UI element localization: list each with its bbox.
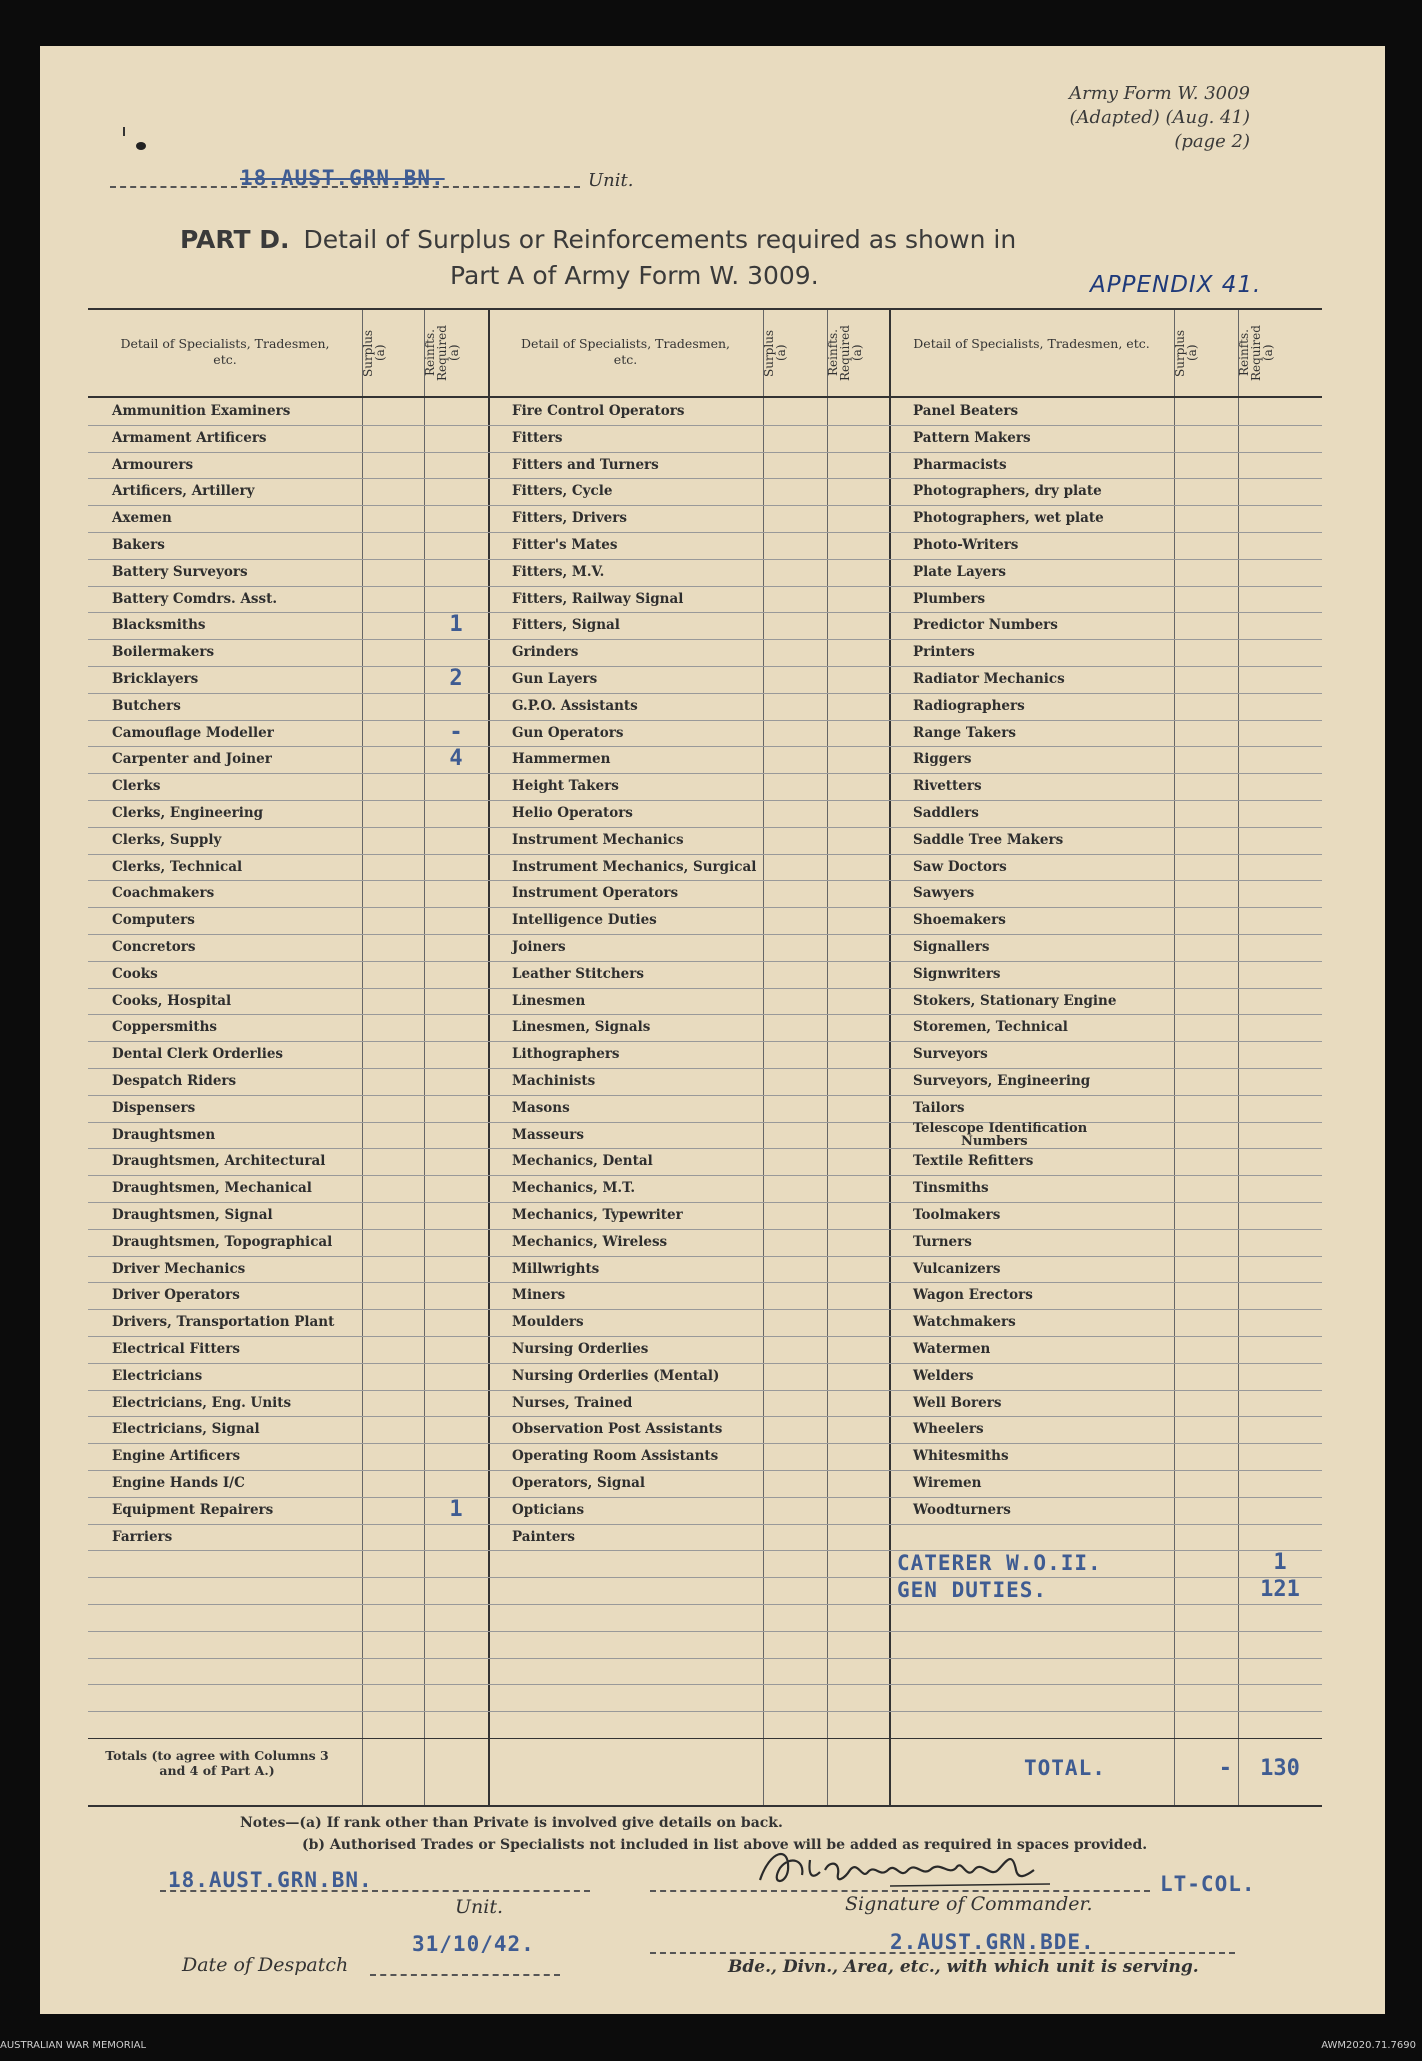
- table-cell-detail: Telescope Identification Numbers: [913, 1120, 1088, 1149]
- row-divider: [88, 1336, 1322, 1337]
- table-cell-detail: Fitters, Signal: [512, 617, 620, 634]
- note-a: Notes—(a) If rank other than Private is involved give details on back.: [240, 1815, 783, 1831]
- row-divider: [88, 1550, 1322, 1551]
- table-cell-detail: Fire Control Operators: [512, 403, 685, 419]
- table-cell-detail: Fitters, Cycle: [512, 483, 613, 500]
- form-number: Army Form W. 3009: [1069, 83, 1250, 104]
- row-divider: [88, 800, 1322, 801]
- column-divider: [1174, 310, 1175, 1805]
- table-cell-detail: Woodturners: [913, 1501, 1011, 1518]
- table-cell-detail: Tinsmiths: [913, 1180, 989, 1197]
- bde-label: Bde., Divn., Area, etc., with which unit is serving.: [728, 1957, 1199, 1977]
- table-cell-detail: Engine Artificers: [112, 1448, 241, 1465]
- table-cell-detail: Nursing Orderlies (Mental): [512, 1367, 720, 1384]
- row-divider: [88, 693, 1322, 694]
- row-divider: [88, 559, 1322, 560]
- row-divider: [88, 1122, 1322, 1123]
- table-cell-detail: Fitter's Mates: [512, 537, 618, 553]
- table-cell-detail: Blacksmiths: [112, 617, 206, 634]
- table-cell-detail: Photo-Writers: [913, 537, 1019, 553]
- row-divider: [88, 1684, 1322, 1685]
- table-cell-detail: Nursing Orderlies: [512, 1341, 649, 1357]
- table-cell-detail: Riggers: [913, 751, 972, 768]
- table-cell-detail: Sawyers: [913, 885, 975, 902]
- table-cell-detail: Panel Beaters: [913, 403, 1019, 419]
- table-cell-detail: Textile Refitters: [913, 1153, 1034, 1170]
- table-cell-detail: Mechanics, M.T.: [512, 1180, 636, 1197]
- table-cell-detail: Fitters and Turners: [512, 456, 659, 473]
- table-cell-detail: Operating Room Assistants: [512, 1448, 719, 1465]
- table-cell-detail: Observation Post Assistants: [512, 1421, 723, 1438]
- table-cell-detail: Radiographers: [913, 697, 1025, 714]
- table-cell-detail: Miners: [512, 1287, 566, 1304]
- total-dash: -: [1218, 1756, 1232, 1781]
- note-b: (b) Authorised Trades or Specialists not included in list above will be added as required in spaces provided.: [302, 1837, 1148, 1853]
- row-divider: [88, 988, 1322, 989]
- table-cell-detail: Clerks: [112, 778, 161, 795]
- table-cell-detail: Masseurs: [512, 1126, 585, 1143]
- table-cell-detail: Moulders: [512, 1314, 584, 1331]
- table-cell-detail: Millwrights: [512, 1260, 600, 1277]
- row-divider: [88, 1202, 1322, 1203]
- table-cell-detail: Printers: [913, 644, 975, 661]
- signature-line: [650, 1890, 1150, 1892]
- unit-label-bottom: Unit.: [455, 1896, 504, 1918]
- table-cell-detail: Farriers: [112, 1528, 173, 1545]
- table-cell-detail: Bricklayers: [112, 671, 199, 687]
- table-cell-detail: Machinists: [512, 1073, 596, 1089]
- reinfts-value: 2: [449, 666, 463, 691]
- table-cell-detail: Clerks, Engineering: [112, 805, 264, 821]
- total-value: 130: [1260, 1756, 1300, 1781]
- extra-row-reinfts: 1: [1273, 1550, 1287, 1576]
- table-cell-detail: Linesmen: [512, 992, 586, 1009]
- row-divider: [88, 827, 1322, 828]
- column-header-reinfts: Reinfts. Required (a): [423, 325, 461, 381]
- reinfts-value: 1: [449, 1496, 463, 1522]
- table-cell-detail: Range Takers: [913, 724, 1016, 741]
- totals-label: Totals (to agree with Columns 3 and 4 of Part A.): [105, 1748, 329, 1778]
- table-cell-detail: Plumbers: [913, 590, 986, 607]
- table-cell-detail: Instrument Operators: [512, 885, 679, 902]
- row-divider: [88, 1282, 1322, 1283]
- title-line-1: Detail of Surplus or Reinforcements required as shown in: [303, 225, 1017, 254]
- table-cell-detail: Stokers, Stationary Engine: [913, 992, 1117, 1009]
- table-cell-detail: Grinders: [512, 644, 579, 661]
- table-cell-detail: Driver Mechanics: [112, 1260, 246, 1277]
- table-cell-detail: Instrument Mechanics, Surgical: [512, 858, 757, 875]
- extra-row-detail: CATERER W.O.II.: [897, 1551, 1102, 1576]
- table-cell-detail: Saddle Tree Makers: [913, 831, 1064, 848]
- table-cell-detail: Artificers, Artillery: [112, 483, 255, 500]
- row-divider: [88, 532, 1322, 533]
- table-cell-detail: Predictor Numbers: [913, 617, 1058, 634]
- table-cell-detail: Hammermen: [512, 751, 611, 768]
- column-divider: [827, 310, 828, 1805]
- table-cell-detail: Masons: [512, 1099, 570, 1116]
- unit-label-top: Unit.: [588, 170, 634, 191]
- table-cell-detail: Coachmakers: [112, 885, 215, 902]
- page-title: [180, 222, 1180, 294]
- ink-mark: [123, 127, 125, 136]
- table-cell-detail: Carpenter and Joiner: [112, 751, 272, 768]
- specialists-table: [88, 308, 1322, 1807]
- appendix-annotation: APPENDIX 41.: [1090, 272, 1262, 298]
- archive-reference: AWM2020.71.7690: [1321, 2040, 1416, 2051]
- row-divider: [88, 880, 1322, 881]
- table-cell-detail: Shoemakers: [913, 912, 1006, 929]
- row-divider: [88, 1068, 1322, 1069]
- archive-credit: AUSTRALIAN WAR MEMORIAL: [0, 2040, 147, 2051]
- table-cell-detail: Mechanics, Wireless: [512, 1233, 668, 1250]
- table-cell-detail: Electrical Fitters: [112, 1341, 240, 1357]
- table-cell-detail: Fitters: [512, 429, 563, 446]
- table-cell-detail: Welders: [913, 1367, 974, 1384]
- table-cell-detail: Surveyors: [913, 1046, 988, 1063]
- table-cell-detail: Butchers: [112, 697, 181, 714]
- column-header-surplus: Surplus (a): [762, 329, 788, 377]
- table-cell-detail: Whitesmiths: [913, 1448, 1009, 1465]
- table-cell-detail: Well Borers: [913, 1394, 1002, 1411]
- table-cell-detail: Intelligence Duties: [512, 912, 657, 929]
- table-cell-detail: Coppersmiths: [112, 1019, 217, 1036]
- table-cell-detail: Fitters, Railway Signal: [512, 590, 684, 607]
- row-divider: [88, 907, 1322, 908]
- ink-blot: [136, 142, 146, 150]
- column-header-surplus: Surplus (a): [1173, 329, 1199, 377]
- row-divider: [88, 1524, 1322, 1525]
- date-line: [370, 1974, 560, 1976]
- unit-value-top: 18.AUST.GRN.BN.: [240, 166, 445, 190]
- extra-row-detail: GEN DUTIES.: [897, 1578, 1048, 1603]
- column-divider: [362, 310, 363, 1805]
- table-cell-detail: Painters: [512, 1528, 576, 1545]
- table-cell-detail: Cooks, Hospital: [112, 992, 232, 1009]
- table-cell-detail: Surveyors, Engineering: [913, 1073, 1091, 1089]
- table-cell-detail: Mechanics, Dental: [512, 1153, 653, 1170]
- table-cell-detail: Nurses, Trained: [512, 1394, 633, 1411]
- bde-value: 2.AUST.GRN.BDE.: [890, 1930, 1095, 1954]
- row-divider: [88, 1470, 1322, 1471]
- table-cell-detail: Watchmakers: [913, 1314, 1016, 1331]
- extra-row-reinfts: 121: [1260, 1577, 1300, 1603]
- row-divider: [88, 1256, 1322, 1257]
- unit-value-bottom: 18.AUST.GRN.BN.: [168, 1868, 373, 1892]
- row-divider: [88, 505, 1322, 506]
- row-divider: [88, 452, 1322, 453]
- table-cell-detail: Engine Hands I/C: [112, 1475, 245, 1491]
- table-cell-detail: Mechanics, Typewriter: [512, 1207, 683, 1223]
- table-cell-detail: Draughtsmen, Mechanical: [112, 1180, 312, 1197]
- table-cell-detail: Driver Operators: [112, 1287, 240, 1304]
- total-label: TOTAL.: [1024, 1756, 1106, 1780]
- signature-label: Signature of Commander.: [845, 1893, 1093, 1915]
- row-divider: [88, 639, 1322, 640]
- row-divider: [88, 934, 1322, 935]
- table-cell-detail: Opticians: [512, 1501, 585, 1518]
- reinfts-value: 1: [449, 612, 463, 638]
- table-cell-detail: Helio Operators: [512, 805, 633, 821]
- table-cell-detail: Camouflage Modeller: [112, 724, 274, 741]
- table-cell-detail: Storemen, Technical: [913, 1019, 1068, 1036]
- table-cell-detail: Lithographers: [512, 1046, 620, 1063]
- table-cell-detail: Saddlers: [913, 805, 979, 821]
- column-header-detail: Detail of Specialists, Tradesmen, etc.: [913, 336, 1150, 351]
- table-cell-detail: Bakers: [112, 537, 165, 553]
- row-divider: [88, 1095, 1322, 1096]
- row-divider: [88, 1014, 1322, 1015]
- table-cell-detail: Gun Layers: [512, 671, 598, 687]
- date-label: Date of Despatch: [182, 1954, 349, 1976]
- table-cell-detail: Draughtsmen, Signal: [112, 1207, 273, 1223]
- row-divider: [88, 1711, 1322, 1712]
- form-page-number: (page 2): [1174, 131, 1250, 152]
- table-cell-detail: Wiremen: [913, 1475, 982, 1491]
- column-divider: [889, 310, 891, 1805]
- table-cell-detail: Fitters, M.V.: [512, 563, 605, 580]
- table-cell-detail: Plate Layers: [913, 563, 1006, 580]
- row-divider: [88, 666, 1322, 667]
- column-header-detail: Detail of Specialists, Tradesmen, etc.: [520, 336, 731, 367]
- row-divider: [88, 1631, 1322, 1632]
- column-header-detail: Detail of Specialists, Tradesmen, etc.: [120, 336, 330, 367]
- table-cell-detail: Battery Surveyors: [112, 563, 248, 580]
- table-cell-detail: Rivetters: [913, 778, 982, 795]
- table-cell-detail: Photographers, wet plate: [913, 510, 1104, 527]
- table-cell-detail: Wagon Erectors: [913, 1287, 1033, 1304]
- row-divider: [88, 1658, 1322, 1659]
- unit-line-bottom: [160, 1890, 590, 1892]
- table-cell-detail: Pattern Makers: [913, 429, 1031, 446]
- table-cell-detail: Drivers, Transportation Plant: [112, 1314, 335, 1331]
- table-cell-detail: Clerks, Technical: [112, 858, 243, 875]
- table-cell-detail: Signallers: [913, 939, 990, 955]
- date-value: 31/10/42.: [412, 1932, 535, 1956]
- table-cell-detail: Photographers, dry plate: [913, 483, 1102, 500]
- reinfts-value: -: [449, 719, 463, 745]
- table-cell-detail: Signwriters: [913, 965, 1001, 982]
- table-cell-detail: Clerks, Supply: [112, 831, 222, 848]
- table-cell-detail: Electricians, Signal: [112, 1421, 260, 1438]
- reinfts-value: 4: [449, 746, 463, 772]
- table-cell-detail: Tailors: [913, 1099, 965, 1116]
- column-header-reinfts: Reinfts. Required (a): [826, 325, 864, 381]
- table-cell-detail: Armament Artificers: [112, 429, 267, 446]
- table-cell-detail: Height Takers: [512, 778, 619, 795]
- table-cell-detail: Instrument Mechanics: [512, 831, 684, 848]
- table-cell-detail: Axemen: [112, 510, 172, 527]
- part-label: PART D.: [180, 225, 290, 254]
- table-cell-detail: Vulcanizers: [913, 1260, 1001, 1277]
- table-cell-detail: Pharmacists: [913, 456, 1007, 473]
- table-cell-detail: Boilermakers: [112, 644, 215, 661]
- table-cell-detail: Operators, Signal: [512, 1475, 646, 1491]
- row-divider: [88, 478, 1322, 479]
- table-cell-detail: Fitters, Drivers: [512, 510, 627, 527]
- table-cell-detail: Despatch Riders: [112, 1073, 237, 1089]
- table-cell-detail: Radiator Mechanics: [913, 671, 1065, 687]
- column-header-reinfts: Reinfts. Required (a): [1237, 325, 1275, 381]
- table-cell-detail: Ammunition Examiners: [112, 403, 291, 419]
- table-cell-detail: Wheelers: [913, 1421, 984, 1438]
- form-reference: [1000, 82, 1250, 154]
- table-cell-detail: Cooks: [112, 965, 158, 982]
- table-cell-detail: Battery Comdrs. Asst.: [112, 590, 278, 607]
- unit-field-top: [110, 166, 634, 196]
- row-divider: [88, 612, 1322, 613]
- column-divider: [424, 310, 425, 1805]
- table-cell-detail: Dispensers: [112, 1099, 196, 1116]
- row-divider: [88, 961, 1322, 962]
- table-cell-detail: Draughtsmen, Architectural: [112, 1153, 326, 1170]
- table-cell-detail: Dental Clerk Orderlies: [112, 1046, 284, 1063]
- table-cell-detail: Equipment Repairers: [112, 1501, 274, 1518]
- column-header-surplus: Surplus (a): [361, 329, 387, 377]
- table-cell-detail: G.P.O. Assistants: [512, 697, 638, 714]
- table-cell-detail: Electricians, Eng. Units: [112, 1394, 292, 1411]
- table-cell-detail: Saw Doctors: [913, 858, 1007, 875]
- table-cell-detail: Gun Operators: [512, 724, 624, 741]
- table-cell-detail: Electricians: [112, 1367, 203, 1384]
- row-divider: [88, 1577, 1322, 1578]
- row-divider: [88, 1738, 1322, 1739]
- row-divider: [88, 746, 1322, 747]
- table-cell-detail: Toolmakers: [913, 1207, 1001, 1223]
- table-cell-detail: Turners: [913, 1233, 972, 1250]
- table-cell-detail: Leather Stitchers: [512, 965, 644, 982]
- table-cell-detail: Draughtsmen: [112, 1126, 216, 1143]
- column-divider: [763, 310, 764, 1805]
- title-line-2: Part A of Army Form W. 3009.: [450, 261, 819, 290]
- table-cell-detail: Draughtsmen, Topographical: [112, 1233, 333, 1250]
- table-cell-detail: Computers: [112, 912, 195, 929]
- unit-dotted-line: [110, 186, 580, 188]
- table-cell-detail: Armourers: [112, 456, 194, 473]
- row-divider: [88, 773, 1322, 774]
- rank-value: LT-COL.: [1160, 1872, 1256, 1896]
- column-divider: [488, 310, 490, 1805]
- table-cell-detail: Watermen: [913, 1341, 991, 1357]
- table-cell-detail: Concretors: [112, 939, 196, 955]
- table-cell-detail: Joiners: [512, 939, 566, 955]
- row-divider: [88, 1604, 1322, 1605]
- table-cell-detail: Linesmen, Signals: [512, 1019, 651, 1036]
- row-divider: [88, 425, 1322, 426]
- form-adapted: (Adapted) (Aug. 41): [1069, 107, 1250, 128]
